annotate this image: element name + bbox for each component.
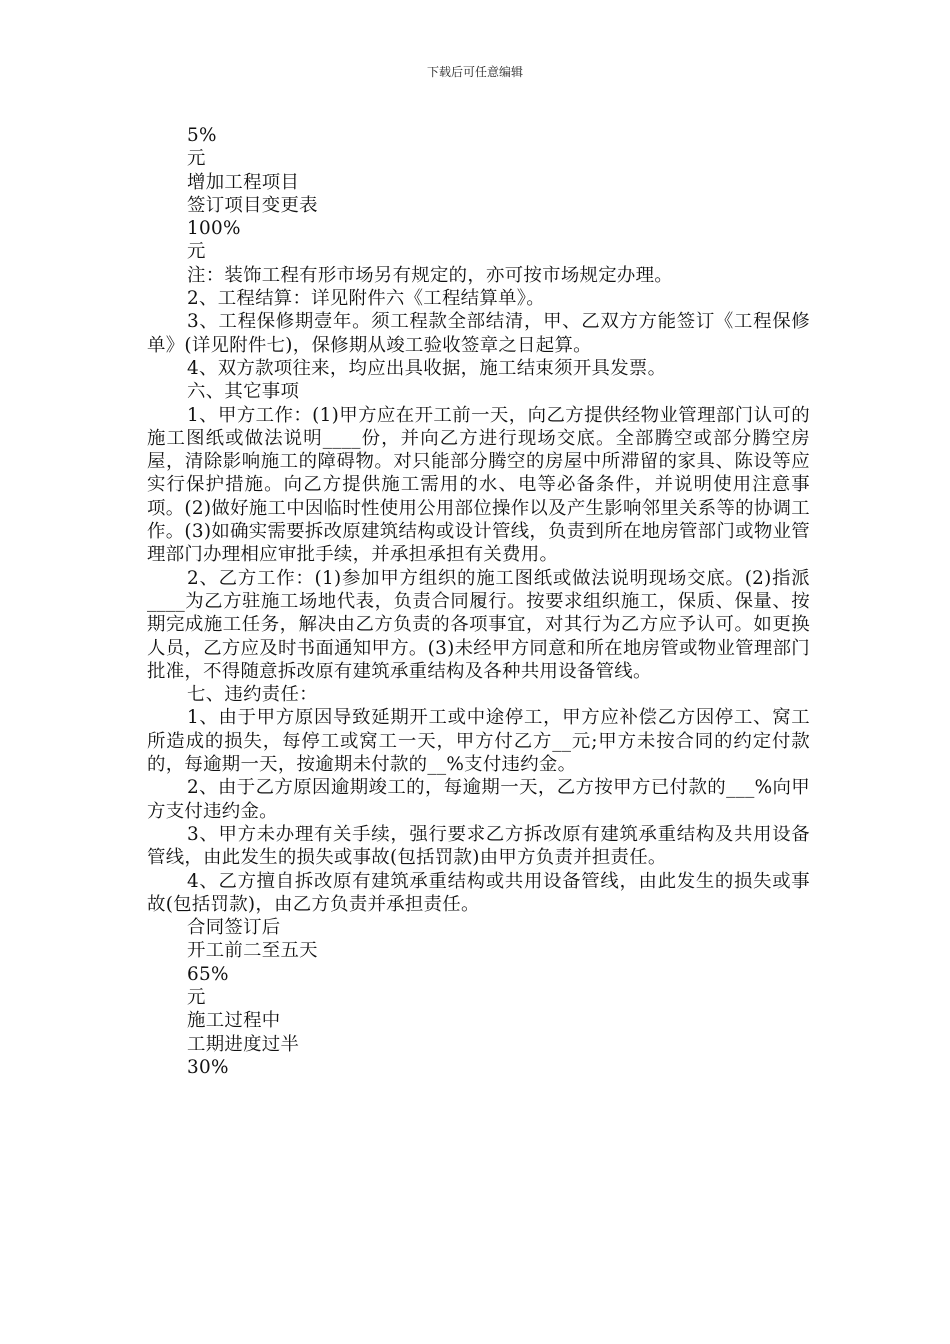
- paragraph: 2、乙方工作：(1)参加甲方组织的施工图纸或做法说明现场交底。(2)指派____为乙方驻施工场地代表，负责合同履行。按要求组织施工，保质、保量、按期完成施工任务，解决由乙方负责的各项事宜，对其行为乙方应予认可。如更换人员，乙方应及时书面通知甲方。(3)未经甲方同意和所在地房管或物业管理部门批准，不得随意拆改原有建筑承重结构及各种共用设备管线。: [147, 567, 810, 682]
- text-line: 注：装饰工程有形市场另有规定的，亦可按市场规定办理。: [187, 264, 673, 286]
- text-line: 六、其它事项: [187, 381, 300, 403]
- text-line: 2、工程结算：详见附件六《工程结算单》。: [187, 288, 545, 310]
- text-line: 100%: [187, 218, 241, 240]
- text-line: 30%: [187, 1056, 229, 1078]
- text-line: 元: [187, 241, 206, 263]
- document-body: [147, 124, 810, 1079]
- paragraph: 1、甲方工作：(1)甲方应在开工前一天，向乙方提供经物业管理部门认可的施工图纸或做法说明____份，并向乙方进行现场交底。全部腾空或部分腾空房屋，清除影响施工的障碍物。对只能部分腾空的房屋中所滞留的家具、陈设等应实行保护措施。向乙方提供施工需用的水、电等必备条件，并说明使用注意事项。(2)做好施工中因临时性使用公用部位操作以及产生影响邻里关系等的协调工作。(3)如确实需要拆改原建筑结构或设计管线，负责到所在地房管部门或物业管理部门办理相应审批手续，并承担承担有关费用。: [147, 404, 810, 566]
- paragraph: 4、乙方擅自拆改原有建筑承重结构或共用设备管线，由此发生的损失或事故(包括罚款)，由乙方负责并承担责任。: [147, 870, 810, 915]
- paragraph: 2、由于乙方原因逾期竣工的，每逾期一天，乙方按甲方已付款的___%向甲方支付违约金。: [147, 777, 810, 822]
- paragraph: 3、工程保修期壹年。须工程款全部结清，甲、乙双方方能签订《工程保修单》(详见附件七)，保修期从竣工验收签章之日起算。: [147, 311, 810, 356]
- text-line: 合同签订后: [187, 917, 281, 939]
- paragraph: 1、由于甲方原因导致延期开工或中途停工，甲方应补偿乙方因停工、窝工所造成的损失，每停工或窝工一天，甲方付乙方__元;甲方未按合同的约定付款的，每逾期一天，按逾期未付款的__%支付违约金。: [147, 707, 810, 776]
- text-line: 元: [187, 148, 206, 170]
- paragraph: 3、甲方未办理有关手续，强行要求乙方拆改原有建筑承重结构及共用设备管线，由此发生的损失或事故(包括罚款)由甲方负责并担责任。: [147, 823, 810, 869]
- text-line: 七、违约责任：: [187, 684, 318, 706]
- text-line: 签订项目变更表: [187, 194, 318, 216]
- text-line: 4、双方款项往来，均应出具收据，施工结束须开具发票。: [187, 357, 667, 379]
- text-line: 65%: [187, 963, 229, 985]
- text-line: 施工过程中: [187, 1010, 281, 1032]
- text-line: 元: [187, 986, 206, 1008]
- page-header: 下载后可任意编辑: [426, 65, 523, 79]
- text-line: 增加工程项目: [187, 171, 300, 193]
- text-line: 工期进度过半: [187, 1033, 300, 1055]
- text-line: 5%: [187, 125, 217, 146]
- text-line: 开工前二至五天: [187, 940, 318, 962]
